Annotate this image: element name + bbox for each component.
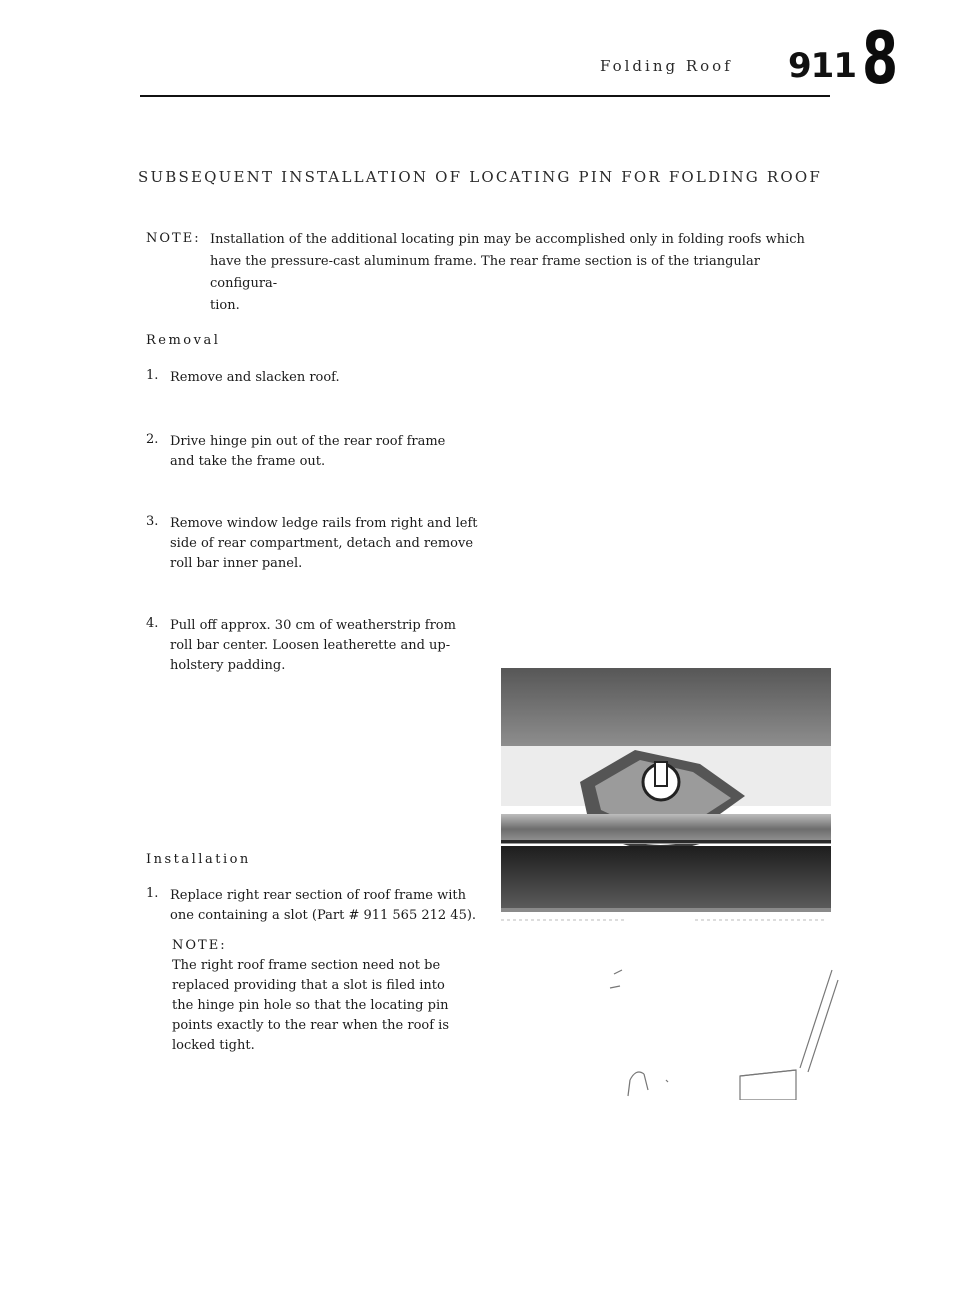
header-model-number: 911	[788, 46, 856, 86]
note-label: NOTE:	[146, 231, 201, 246]
step-line: Remove and slacken roof.	[170, 370, 340, 385]
note-line: The right roof frame section need not be	[172, 958, 441, 973]
step-line: Remove window ledge rails from right and left	[170, 516, 478, 531]
page-title: SUBSEQUENT INSTALLATION OF LOCATING PIN FOR FOLDING ROOF	[137, 168, 823, 186]
step-line: one containing a slot (Part # 911 565 212 45).	[170, 908, 477, 923]
step-number: 2.	[146, 432, 159, 447]
step-line: roll bar center. Loosen leatherette and up-	[170, 638, 451, 653]
note-text	[210, 229, 830, 317]
step-number: 1.	[146, 886, 159, 901]
step-number: 4.	[146, 616, 159, 631]
step-line: Replace right rear section of roof frame with	[170, 888, 466, 903]
header-group-number: 8	[862, 16, 899, 100]
note-line: have the pressure-cast aluminum frame. The rear frame section is of the triangular configura-	[210, 254, 760, 291]
note-line: the hinge pin hole so that the locating pin	[172, 998, 449, 1013]
note-line: Installation of the additional locating pin may be accomplished only in folding roofs which	[210, 232, 805, 247]
step-number: 1.	[146, 368, 159, 383]
step-number: 3.	[146, 514, 159, 529]
installation-heading: Installation	[146, 852, 251, 867]
step-line: holstery padding.	[170, 658, 286, 673]
frame-section-sketch	[600, 940, 840, 1100]
step-line: Drive hinge pin out of the rear roof frame	[170, 434, 446, 449]
note-line: points exactly to the rear when the roof is	[172, 1018, 449, 1033]
locating-pin-photo	[495, 664, 835, 926]
note-line: tion.	[210, 298, 240, 313]
header-section-title: Folding Roof	[600, 57, 733, 75]
step-line: roll bar inner panel.	[170, 556, 303, 571]
note-line: locked tight.	[172, 1038, 255, 1053]
step-line: side of rear compartment, detach and remove	[170, 536, 474, 551]
installation-note	[172, 936, 472, 1056]
note-line: replaced providing that a slot is filed into	[172, 978, 445, 993]
step-line: Pull off approx. 30 cm of weatherstrip from	[170, 618, 456, 633]
header-rule	[140, 95, 830, 97]
step-line: and take the frame out.	[170, 454, 326, 469]
removal-heading: Removal	[146, 333, 221, 348]
installation-note-label: NOTE:	[172, 938, 227, 953]
